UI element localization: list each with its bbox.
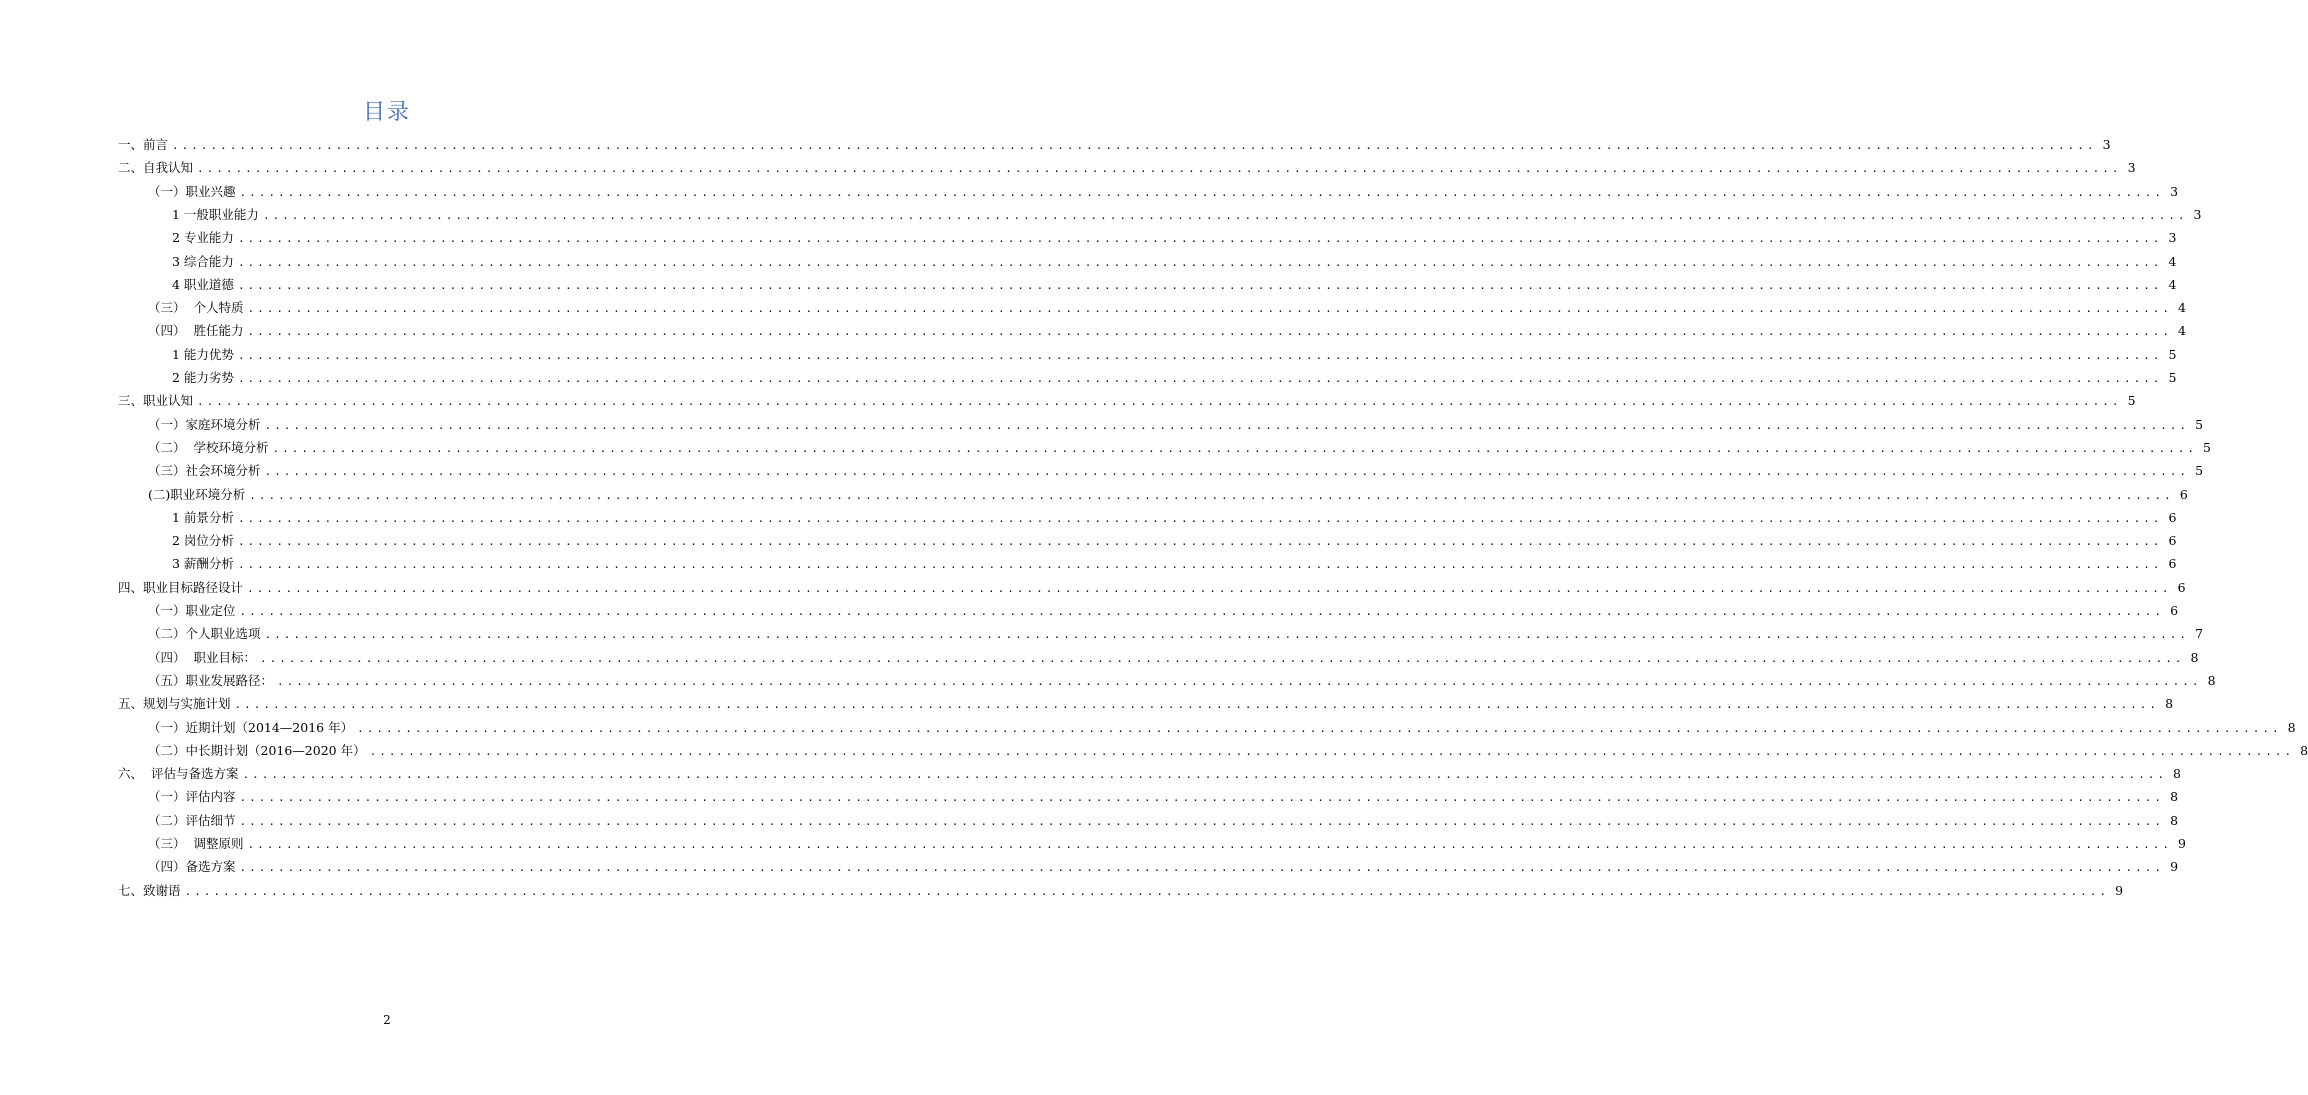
toc-dot-leader: ........................................................................................................................................................................................................	[237, 348, 2163, 362]
toc-entry-label: （二）中长期计划（2016—2020 年）	[148, 742, 366, 758]
toc-dot-leader: ........................................................................................................................................................................................................	[264, 465, 2190, 479]
toc-dot-leader: ........................................................................................................................................................................................................	[197, 162, 2122, 176]
toc-dot-leader: ........................................................................................................................................................................................................	[237, 278, 2163, 292]
toc-entry-label: （四） 职业目标：	[148, 649, 256, 665]
toc-entry-label: 二、自我认知	[118, 160, 194, 176]
toc-dot-leader: ........................................................................................................................................................................................................	[239, 185, 2165, 199]
toc-entry-page: 5	[2127, 393, 2136, 409]
toc-entry[interactable]	[148, 182, 2179, 202]
toc-entry-label: 三、职业认知	[118, 393, 194, 409]
toc-dot-leader: ........................................................................................................................................................................................................	[237, 558, 2163, 572]
toc-entry[interactable]	[172, 508, 2177, 528]
toc-entry-label: （二）个人职业选项	[148, 626, 261, 642]
toc-entry[interactable]	[172, 228, 2177, 248]
toc-entry-page: 8	[2170, 812, 2179, 828]
toc-entry-page: 9	[2170, 859, 2179, 875]
toc-entry[interactable]	[118, 881, 2124, 901]
toc-entry[interactable]	[172, 554, 2177, 574]
toc-entry-label: 四、职业目标路径设计	[118, 579, 244, 595]
toc-entry-label: 3 综合能力	[172, 253, 234, 269]
toc-entry-label: 一、前言	[118, 137, 169, 152]
toc-entry-page: 5	[2168, 370, 2177, 385]
toc-entry-label: 2 能力劣势	[172, 370, 234, 385]
toc-dot-leader: ........................................................................................................................................................................................................	[197, 395, 2122, 409]
toc-entry[interactable]	[148, 741, 2308, 761]
toc-dot-leader: ........................................................................................................................................................................................................	[277, 674, 2202, 688]
toc-entry-label: （一）职业兴趣	[148, 183, 236, 199]
toc-entry[interactable]	[118, 391, 2136, 411]
toc-entry-label: 2 岗位分析	[172, 533, 234, 549]
toc-entry[interactable]	[148, 298, 2186, 318]
toc-entry[interactable]	[172, 345, 2177, 365]
toc-entry-page: 6	[2168, 533, 2177, 549]
toc-entry-page: 5	[2195, 416, 2204, 432]
page-number: 2	[383, 1013, 391, 1027]
toc-dot-leader: ........................................................................................................................................................................................................	[242, 768, 2167, 782]
toc-entry-page: 8	[2165, 696, 2174, 712]
toc-entry[interactable]	[148, 811, 2179, 831]
toc-entry[interactable]	[118, 135, 2111, 155]
toc-entry-label: 3 薪酬分析	[172, 556, 234, 572]
toc-dot-leader: ........................................................................................................................................................................................................	[357, 721, 2282, 735]
toc-entry-page: 6	[2168, 556, 2177, 572]
toc-dot-leader: ........................................................................................................................................................................................................	[247, 838, 2172, 851]
toc-entry[interactable]	[148, 461, 2204, 481]
toc-entry-label: （一）评估内容	[148, 789, 236, 805]
toc-entry-page: 4	[2168, 253, 2177, 269]
toc-entry-page: 3	[2102, 137, 2111, 152]
toc-entry-page: 9	[2115, 882, 2124, 898]
toc-entry-label: 1 一般职业能力	[172, 206, 259, 222]
toc-dot-leader: ........................................................................................................................................................................................................	[259, 651, 2185, 665]
toc-dot-leader: ........................................................................................................................................................................................................	[264, 418, 2190, 432]
toc-entry-page: 3	[2193, 206, 2202, 222]
toc-entry[interactable]	[172, 252, 2177, 272]
toc-dot-leader: ........................................................................................................................................................................................................	[239, 605, 2165, 618]
toc-dot-leader: ........................................................................................................................................................................................................	[237, 232, 2163, 246]
toc-dot-leader: ........................................................................................................................................................................................................	[249, 488, 2174, 502]
toc-entry-page: 4	[2168, 276, 2177, 292]
toc-entry-label: (二)职业环境分析	[148, 486, 246, 502]
toc-dot-leader: ........................................................................................................................................................................................................	[237, 535, 2163, 549]
toc-entry[interactable]	[148, 601, 2179, 621]
toc-entry-label: （二）评估细节	[148, 812, 236, 828]
toc-title: 目录	[362, 100, 411, 125]
toc-entry-page: 3	[2168, 230, 2177, 246]
toc-dot-leader: ........................................................................................................................................................................................................	[237, 255, 2163, 269]
toc-entry-label: 4 职业道德	[172, 276, 234, 292]
toc-entry-page: 8	[2170, 789, 2179, 805]
toc-entry-label: 1 能力优势	[172, 346, 234, 362]
toc-entry-label: （四）备选方案	[148, 859, 236, 875]
toc-entry-page: 3	[2127, 160, 2136, 176]
toc-entry-page: 8	[2173, 766, 2181, 782]
toc-entry-label: （三） 调整原则	[148, 836, 244, 851]
toc-entry[interactable]	[118, 694, 2174, 714]
toc-dot-leader: ........................................................................................................................................................................................................	[237, 511, 2163, 525]
toc-entry[interactable]	[172, 368, 2177, 388]
toc-entry-page: 8	[2300, 742, 2308, 758]
toc-dot-leader: ........................................................................................................................................................................................................	[272, 441, 2197, 455]
toc-entry[interactable]	[148, 648, 2199, 668]
toc-dot-leader: ........................................................................................................................................................................................................	[239, 814, 2165, 828]
toc-entry-label: （一）家庭环境分析	[148, 416, 261, 432]
toc-entry-page: 3	[2170, 183, 2179, 199]
toc-entry[interactable]	[148, 787, 2179, 807]
toc-entry-page: 4	[2178, 323, 2186, 339]
toc-entry-label: 1 前景分析	[172, 509, 234, 525]
toc-entry-page: 6	[2170, 603, 2179, 618]
toc-entry-label: （三） 个人特质	[148, 300, 244, 316]
toc-entry[interactable]	[172, 531, 2177, 551]
toc-entry-page: 4	[2178, 300, 2186, 316]
toc-entry-label: （二） 学校环境分析	[148, 439, 269, 455]
toc-dot-leader: ........................................................................................................................................................................................................	[247, 325, 2172, 339]
toc-entry[interactable]	[172, 205, 2202, 225]
toc-dot-leader: ........................................................................................................................................................................................................	[247, 581, 2172, 595]
toc-dot-leader: ........................................................................................................................................................................................................	[239, 861, 2165, 875]
toc-entry-page: 8	[2287, 719, 2296, 735]
toc-entry-page: 6	[2177, 579, 2186, 595]
toc-entry[interactable]	[148, 718, 2296, 738]
toc-dot-leader: ........................................................................................................................................................................................................	[234, 698, 2160, 712]
toc-entry[interactable]	[118, 764, 2181, 784]
toc-entry-label: （一）职业定位	[148, 603, 236, 618]
toc-entry[interactable]	[148, 671, 2216, 691]
toc-dot-leader: ........................................................................................................................................................................................................	[239, 791, 2165, 805]
toc-dot-leader: ........................................................................................................................................................................................................	[172, 139, 2097, 152]
toc-entry-page: 9	[2178, 836, 2186, 851]
toc-dot-leader: ........................................................................................................................................................................................................	[264, 628, 2190, 642]
toc-entry-page: 5	[2203, 439, 2211, 455]
toc-dot-leader: ........................................................................................................................................................................................................	[369, 744, 2295, 758]
toc-entry-page: 8	[2207, 672, 2216, 688]
toc-dot-leader: ........................................................................................................................................................................................................	[262, 208, 2188, 222]
toc-entry[interactable]	[148, 321, 2186, 341]
toc-entry-page: 8	[2190, 649, 2199, 665]
toc-entry-label: （一）近期计划（2014—2016 年）	[148, 719, 354, 735]
toc-entry[interactable]	[172, 275, 2177, 295]
toc-entry-label: 六、 评估与备选方案	[118, 766, 239, 782]
toc-entry-label: （五）职业发展路径：	[148, 672, 274, 688]
toc-entry[interactable]	[148, 624, 2204, 644]
toc-entry-label: 五、规划与实施计划	[118, 696, 231, 712]
toc-entry[interactable]	[148, 415, 2204, 435]
toc-entry[interactable]	[118, 578, 2186, 598]
toc-entry[interactable]	[148, 485, 2188, 505]
toc-dot-leader: ........................................................................................................................................................................................................	[184, 884, 2110, 898]
toc-dot-leader: ........................................................................................................................................................................................................	[247, 302, 2172, 316]
toc-entry-page: 6	[2179, 486, 2188, 502]
toc-entry[interactable]	[118, 158, 2136, 178]
toc-entry-label: （三）社会环境分析	[148, 463, 261, 479]
toc-entry-page: 5	[2168, 346, 2177, 362]
toc-entry-label: （四） 胜任能力	[148, 323, 244, 339]
toc-entry[interactable]	[148, 438, 2211, 458]
toc-entry-label: 2 专业能力	[172, 230, 234, 246]
toc-entry-page: 5	[2195, 463, 2204, 479]
toc-entry-page: 7	[2195, 626, 2204, 642]
toc-dot-leader: ........................................................................................................................................................................................................	[237, 372, 2163, 385]
toc-entry-label: 七、致谢语	[118, 882, 181, 898]
toc-entry[interactable]	[148, 857, 2179, 877]
toc-entry-page: 6	[2168, 509, 2177, 525]
toc-entry[interactable]	[148, 834, 2186, 854]
